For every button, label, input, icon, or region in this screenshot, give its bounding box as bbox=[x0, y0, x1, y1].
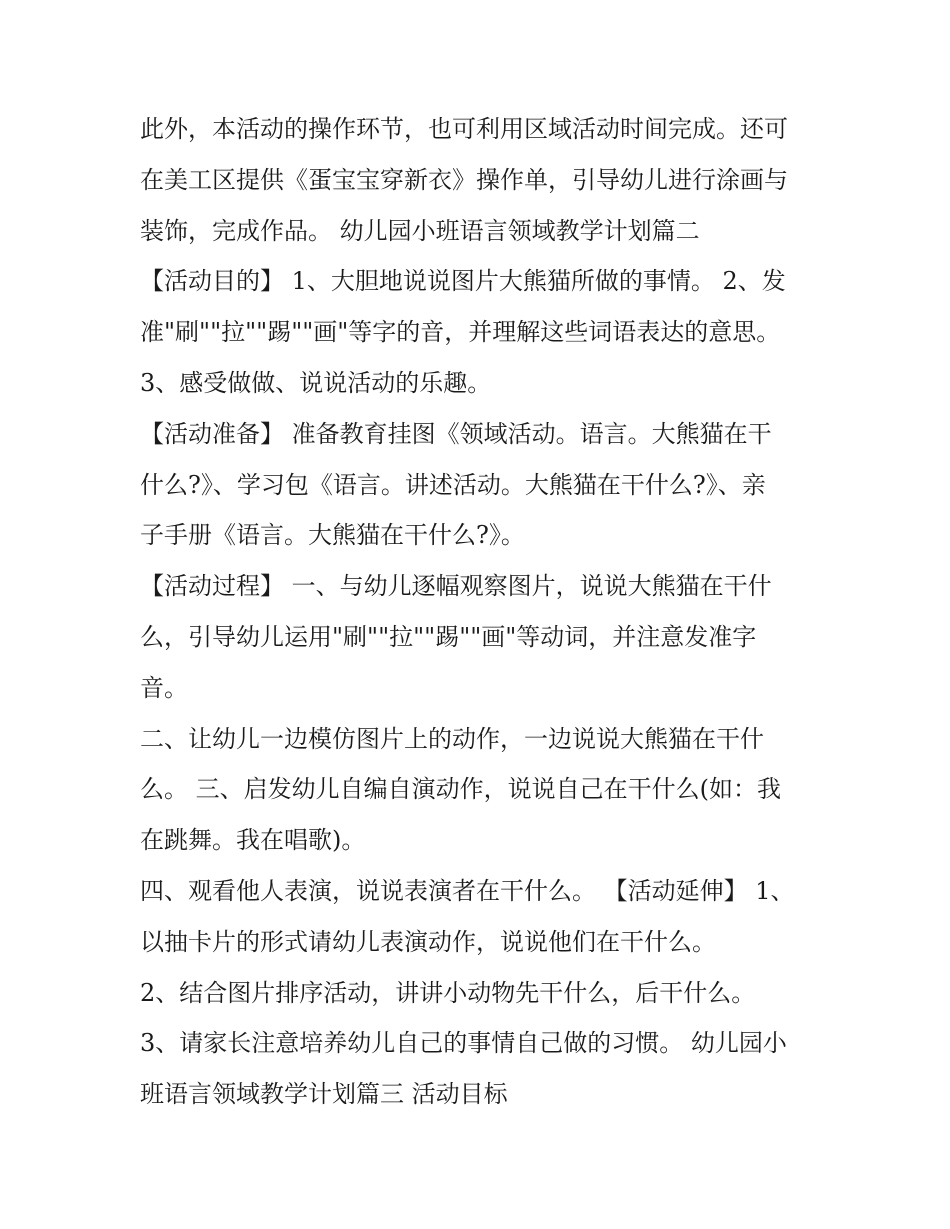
text-line: 音。 bbox=[140, 673, 188, 702]
text-line: 么。 三、启发幼儿自编自演动作，说说自己在干什么(如：我 bbox=[140, 775, 781, 804]
text-line: 2、结合图片排序活动，讲讲小动物先干什么，后干什么。 bbox=[140, 978, 756, 1007]
text-line: 四、观看他人表演，说说表演者在干什么。 【活动延伸】 1、 bbox=[140, 876, 795, 905]
text-line: 3、请家长注意培养幼儿自己的事情自己做的习惯。 幼儿园小 bbox=[140, 1029, 787, 1058]
text-line: 【活动目的】 1、大胆地说说图片大熊猫所做的事情。 2、发 bbox=[140, 267, 786, 296]
text-line: 此外，本活动的操作环节，也可利用区域活动时间完成。还可 bbox=[140, 115, 788, 143]
text-line: 在美工区提供《蛋宝宝穿新衣》操作单，引导幼儿进行涂画与 bbox=[140, 165, 788, 194]
text-line: 什么?》、学习包《语言。讲述活动。大熊猫在干什么?》、亲 bbox=[140, 470, 766, 499]
text-line: 【活动过程】 一、与幼儿逐幅观察图片，说说大熊猫在干什 bbox=[140, 572, 772, 601]
body-text bbox=[140, 104, 820, 1120]
text-line: 在跳舞。我在唱歌)。 bbox=[140, 826, 366, 855]
text-line: 么，引导幼儿运用"刷""拉""踢""画"等动词，并注意发准字 bbox=[140, 622, 757, 651]
text-line: 3、感受做做、说说活动的乐趣。 bbox=[140, 368, 492, 397]
text-line: 班语言领域教学计划篇三 活动目标 bbox=[140, 1080, 508, 1109]
text-line: 二、让幼儿一边模仿图片上的动作，一边说说大熊猫在干什 bbox=[140, 724, 764, 753]
text-line: 子手册《语言。大熊猫在干什么?》。 bbox=[140, 521, 525, 550]
text-line: 准"刷""拉""踢""画"等字的音，并理解这些词语表达的意思。 bbox=[140, 318, 781, 347]
text-line: 【活动准备】 准备教育挂图《领域活动。语言。大熊猫在干 bbox=[140, 419, 772, 448]
text-line: 以抽卡片的形式请幼儿表演动作，说说他们在干什么。 bbox=[140, 927, 716, 956]
text-line: 装饰，完成作品。 幼儿园小班语言领域教学计划篇二 bbox=[140, 216, 700, 245]
